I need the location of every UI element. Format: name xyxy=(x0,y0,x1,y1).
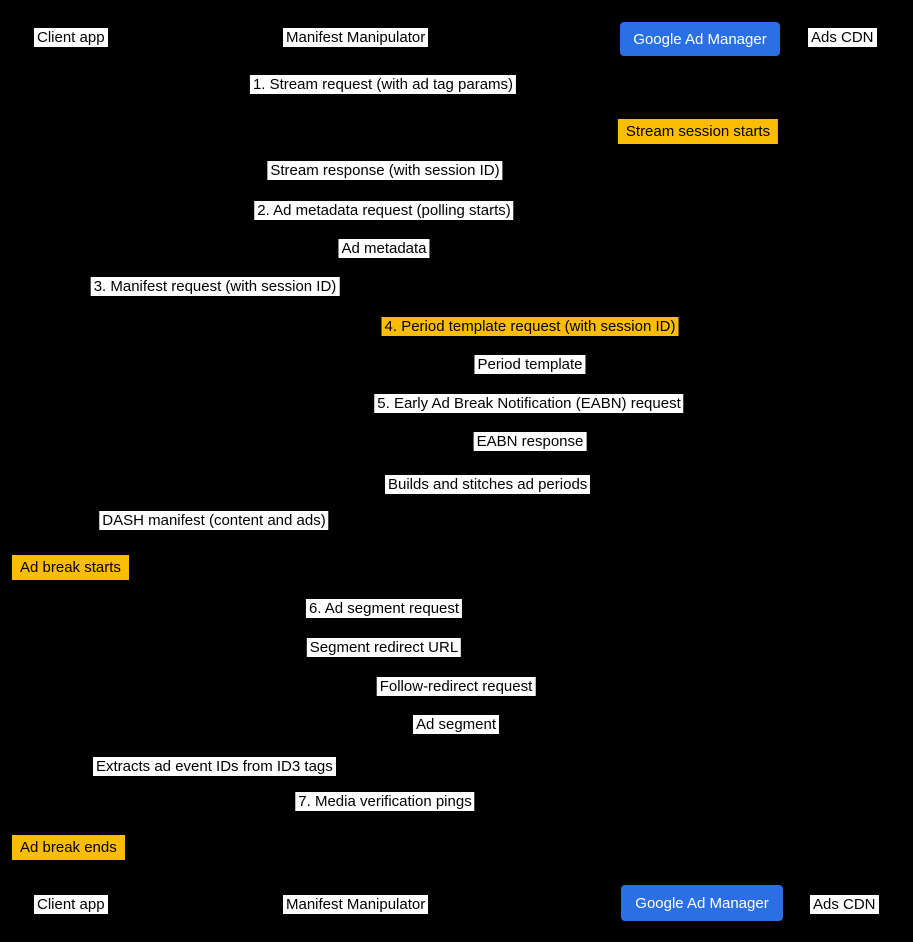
note-badge: Stream session starts xyxy=(618,119,778,144)
message-label: Stream response (with session ID) xyxy=(267,161,502,180)
message-label: Period template xyxy=(474,355,585,374)
message-label: DASH manifest (content and ads) xyxy=(99,511,328,530)
self-action-label: Builds and stitches ad periods xyxy=(385,475,590,494)
message-label: 3. Manifest request (with session ID) xyxy=(91,277,340,296)
message-label: EABN response xyxy=(474,432,587,451)
actor-top-ads-cdn: Ads CDN xyxy=(808,28,877,47)
actor-top-manifest-manipulator: Manifest Manipulator xyxy=(283,28,428,47)
message-label: Follow-redirect request xyxy=(377,677,536,696)
note-badge: Ad break starts xyxy=(12,555,129,580)
message-label: 6. Ad segment request xyxy=(306,599,462,618)
message-label: 7. Media verification pings xyxy=(295,792,474,811)
message-label-highlighted: 4. Period template request (with session ID) xyxy=(382,317,679,336)
note-badge: Ad break ends xyxy=(12,835,125,860)
actor-bottom-google-ad-manager: Google Ad Manager xyxy=(621,885,783,921)
actor-top-client-app: Client app xyxy=(34,28,108,47)
self-action-label: Extracts ad event IDs from ID3 tags xyxy=(93,757,336,776)
actor-bottom-client-app: Client app xyxy=(34,895,108,914)
message-label: Ad metadata xyxy=(338,239,429,258)
message-label: 5. Early Ad Break Notification (EABN) request xyxy=(374,394,683,413)
message-label: 1. Stream request (with ad tag params) xyxy=(250,75,516,94)
actor-bottom-ads-cdn: Ads CDN xyxy=(810,895,879,914)
message-label: 2. Ad metadata request (polling starts) xyxy=(254,201,513,220)
actor-bottom-manifest-manipulator: Manifest Manipulator xyxy=(283,895,428,914)
message-label: Ad segment xyxy=(413,715,499,734)
actor-top-google-ad-manager: Google Ad Manager xyxy=(620,22,780,56)
message-label: Segment redirect URL xyxy=(307,638,461,657)
